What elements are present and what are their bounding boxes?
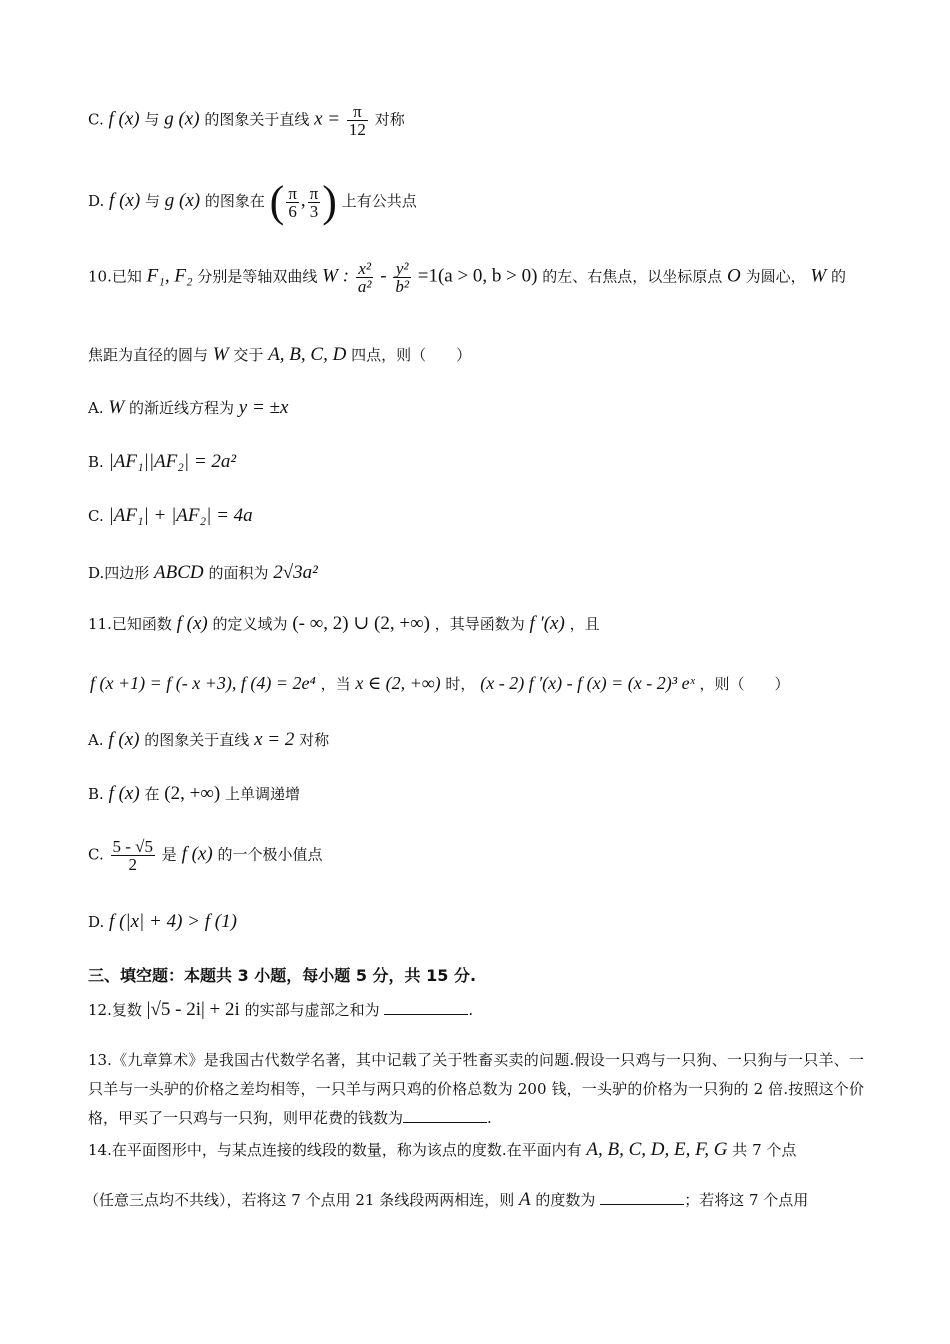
q12: 12.复数 |√5 - 2i| + 2i 的实部与虚部之和为 . [88,999,474,1020]
q11-option-c: C. $\frac{5 - √5}{2}$ 是 f (x) 的一个极小值点 [88,837,323,874]
q11-option-b: B. f (x) 在 (2, +∞) 上单调递增 [88,783,300,804]
q10-stem-line2: 焦距为直径的圆与 W 交于 A, B, C, D 四点，则（ ） [88,344,472,365]
q10-option-c: C. |AF₁| + |AF₂| = 4a [88,505,253,526]
q13: 13.《九章算术》是我国古代数学名著，其中记载了关于牲畜买卖的问题.假设一只鸡与一只狗、一只狗与一只羊、一只羊与一头驴的价格之差均相等，一只羊与两只鸡的价格总数为 200 钱，一头驴的价格为一只狗的 2 倍.按照这个价格，甲买了一只鸡与一只狗，则甲花费的钱数为 . [88,1051,864,1127]
fx: f (x) [108,108,140,130]
q9-option-c: C. f (x) 与 g (x) 的图象关于直线 x = $\frac{\pi}{12}$ 对称 [88,102,405,139]
answer-blank[interactable] [403,1110,487,1123]
q10-stem-line1: 10.已知 F₁, F₂ 分别是等轴双曲线 W : $\frac{\text{x²}}{\text{a²}}$ - $\frac{\text{y²}}{\text{b²}}$ =1(a > 0, b > 0) 的左、右焦点，以坐标原点 O 为圆心， W 的 [88,259,846,296]
fraction: $\frac{\pi}{12}$ [348,102,366,139]
q14-line1: 14.在平面图形中，与某点连接的线段的数量，称为该点的度数.在平面内有 A, B, C, D, E, F, G 共 7 个点 [88,1139,797,1160]
q9-option-d: D. f (x) 与 g (x) 的图象在 ( $\frac{\pi}{6}$ , $\frac{\pi}{3}$ ) 上有公共点 [88,177,417,226]
q11-option-d: D. f (|x| + 4) > f (1) [88,911,237,932]
q10-option-b: B. |AF₁||AF₂| = 2a² [88,451,237,472]
q11-stem-line2: f (x +1) = f (- x +3), f (4) = 2e⁴ ，当 x ∈ (2, +∞) 时， (x - 2) f ′(x) - f (x) = (x - 2)³ eˣ ，则（ ） [90,673,790,693]
q14-line2: （任意三点均不共线），若将这 7 个点用 21 条线段两两相连，则 A 的度数为 ；若将这 7 个点用 [84,1189,809,1210]
q10-option-a: A. W 的渐近线方程为 y = ±x [88,397,289,418]
section-title: 三、填空题：本题共 3 小题，每小题 5 分，共 15 分. [88,966,477,985]
gx: g (x) [164,108,200,130]
q10-option-d: D.四边形 ABCD 的面积为 2√3a² [88,562,318,583]
answer-blank[interactable] [384,1002,468,1015]
q11-option-a: A. f (x) 的图象关于直线 x = 2 对称 [88,729,330,750]
answer-blank[interactable] [600,1192,684,1205]
q11-stem-line1: 11.已知函数 f (x) 的定义域为 (- ∞, 2) ∪ (2, +∞) ，其导函数为 f ′(x) ，且 [88,613,600,634]
